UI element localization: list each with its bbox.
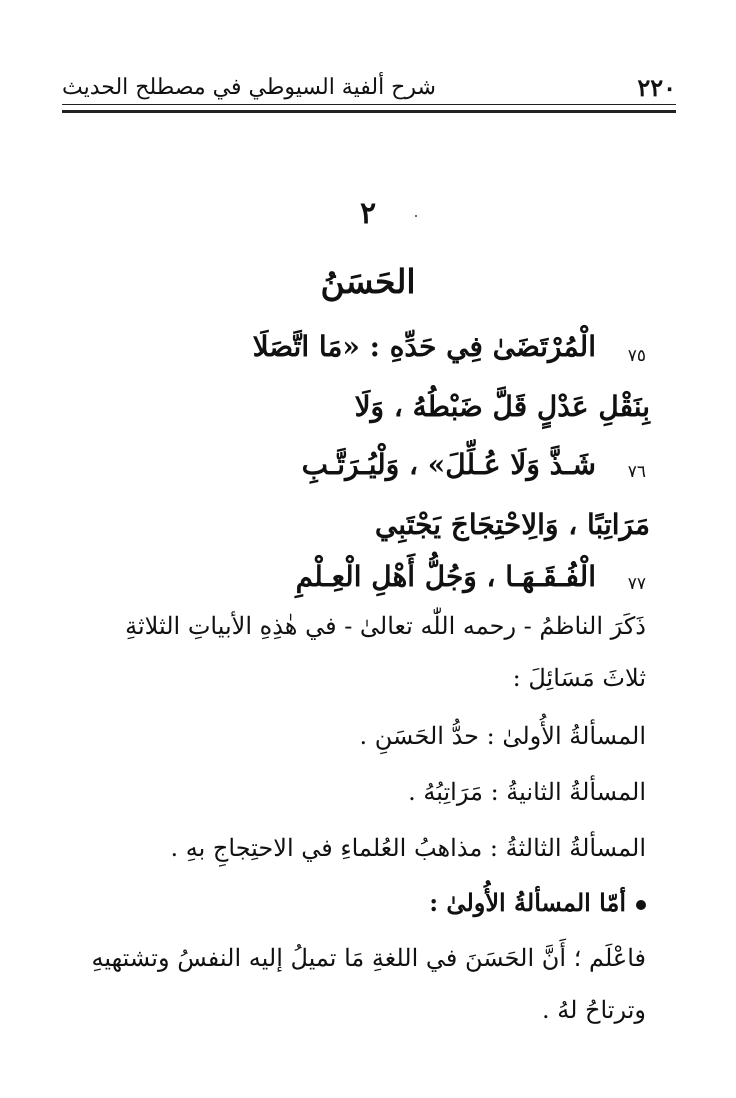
page-number: ٢٢٠ [637, 72, 676, 102]
issue-line: المسألةُ الثالثةُ : مذاهبُ العُلماءِ في الاحتِجاجِ بهِ . [170, 834, 646, 862]
page-header [62, 66, 676, 108]
intro-line: ثلاثَ مَسَائِلَ : [512, 664, 646, 692]
running-title: شرح ألفية السيوطي في مصطلح الحديث [62, 74, 436, 100]
verse-hemistich-second: بِنَقْلِ عَدْلٍ قَلَّ ضَبْطُهُ ، وَلَا [354, 390, 650, 423]
subsection-heading [429, 888, 646, 917]
verse-number: ٧٦ [627, 462, 646, 482]
intro-line: ذَكَرَ الناظمُ - رحمه اللّٰه تعالىٰ - في هٰذِهِ الأبياتِ الثلاثةِ [125, 612, 646, 640]
issue-line: المسألةُ الثانيةُ : مَرَاتِبُهُ . [408, 778, 646, 806]
paragraph-line: فاعْلَم ؛ أَنَّ الحَسَنَ في اللغةِ مَا تميلُ إليه النفسُ وتشتهيهِ [91, 944, 646, 972]
paragraph-line: وترتاحُ لهُ . [541, 996, 646, 1024]
section-number: ٢ [359, 196, 377, 231]
verse-hemistich-first: شَـذَّ وَلَا عُـلِّلَ» ، وَلْيُـرَتَّـبِ [301, 448, 596, 481]
header-rule-thick [62, 110, 676, 113]
section-title: الحَسَنُ [320, 262, 416, 301]
verse-number: ٧٥ [627, 346, 646, 366]
verse-hemistich-first: الْمُرْتَضَىٰ فِي حَدِّهِ : «مَا اتَّصَلَا [252, 330, 596, 363]
verse-hemistich-first: الْفُـقَـهَـا ، وَجُلُّ أَهْلِ الْعِـلْمِ [295, 560, 596, 593]
verse-hemistich-second: مَرَاتِبًا ، وَالِاحْتِجَاجَ يَجْتَبِي [374, 508, 650, 541]
header-rule-thin [62, 104, 676, 105]
issue-line: المسألةُ الأُولىٰ : حدُّ الحَسَنِ . [359, 722, 646, 750]
verse-number: ٧٧ [627, 574, 646, 594]
subsection-heading-text: أمّا المسألةُ الأُولىٰ : [429, 888, 626, 917]
bullet-icon [636, 900, 646, 910]
